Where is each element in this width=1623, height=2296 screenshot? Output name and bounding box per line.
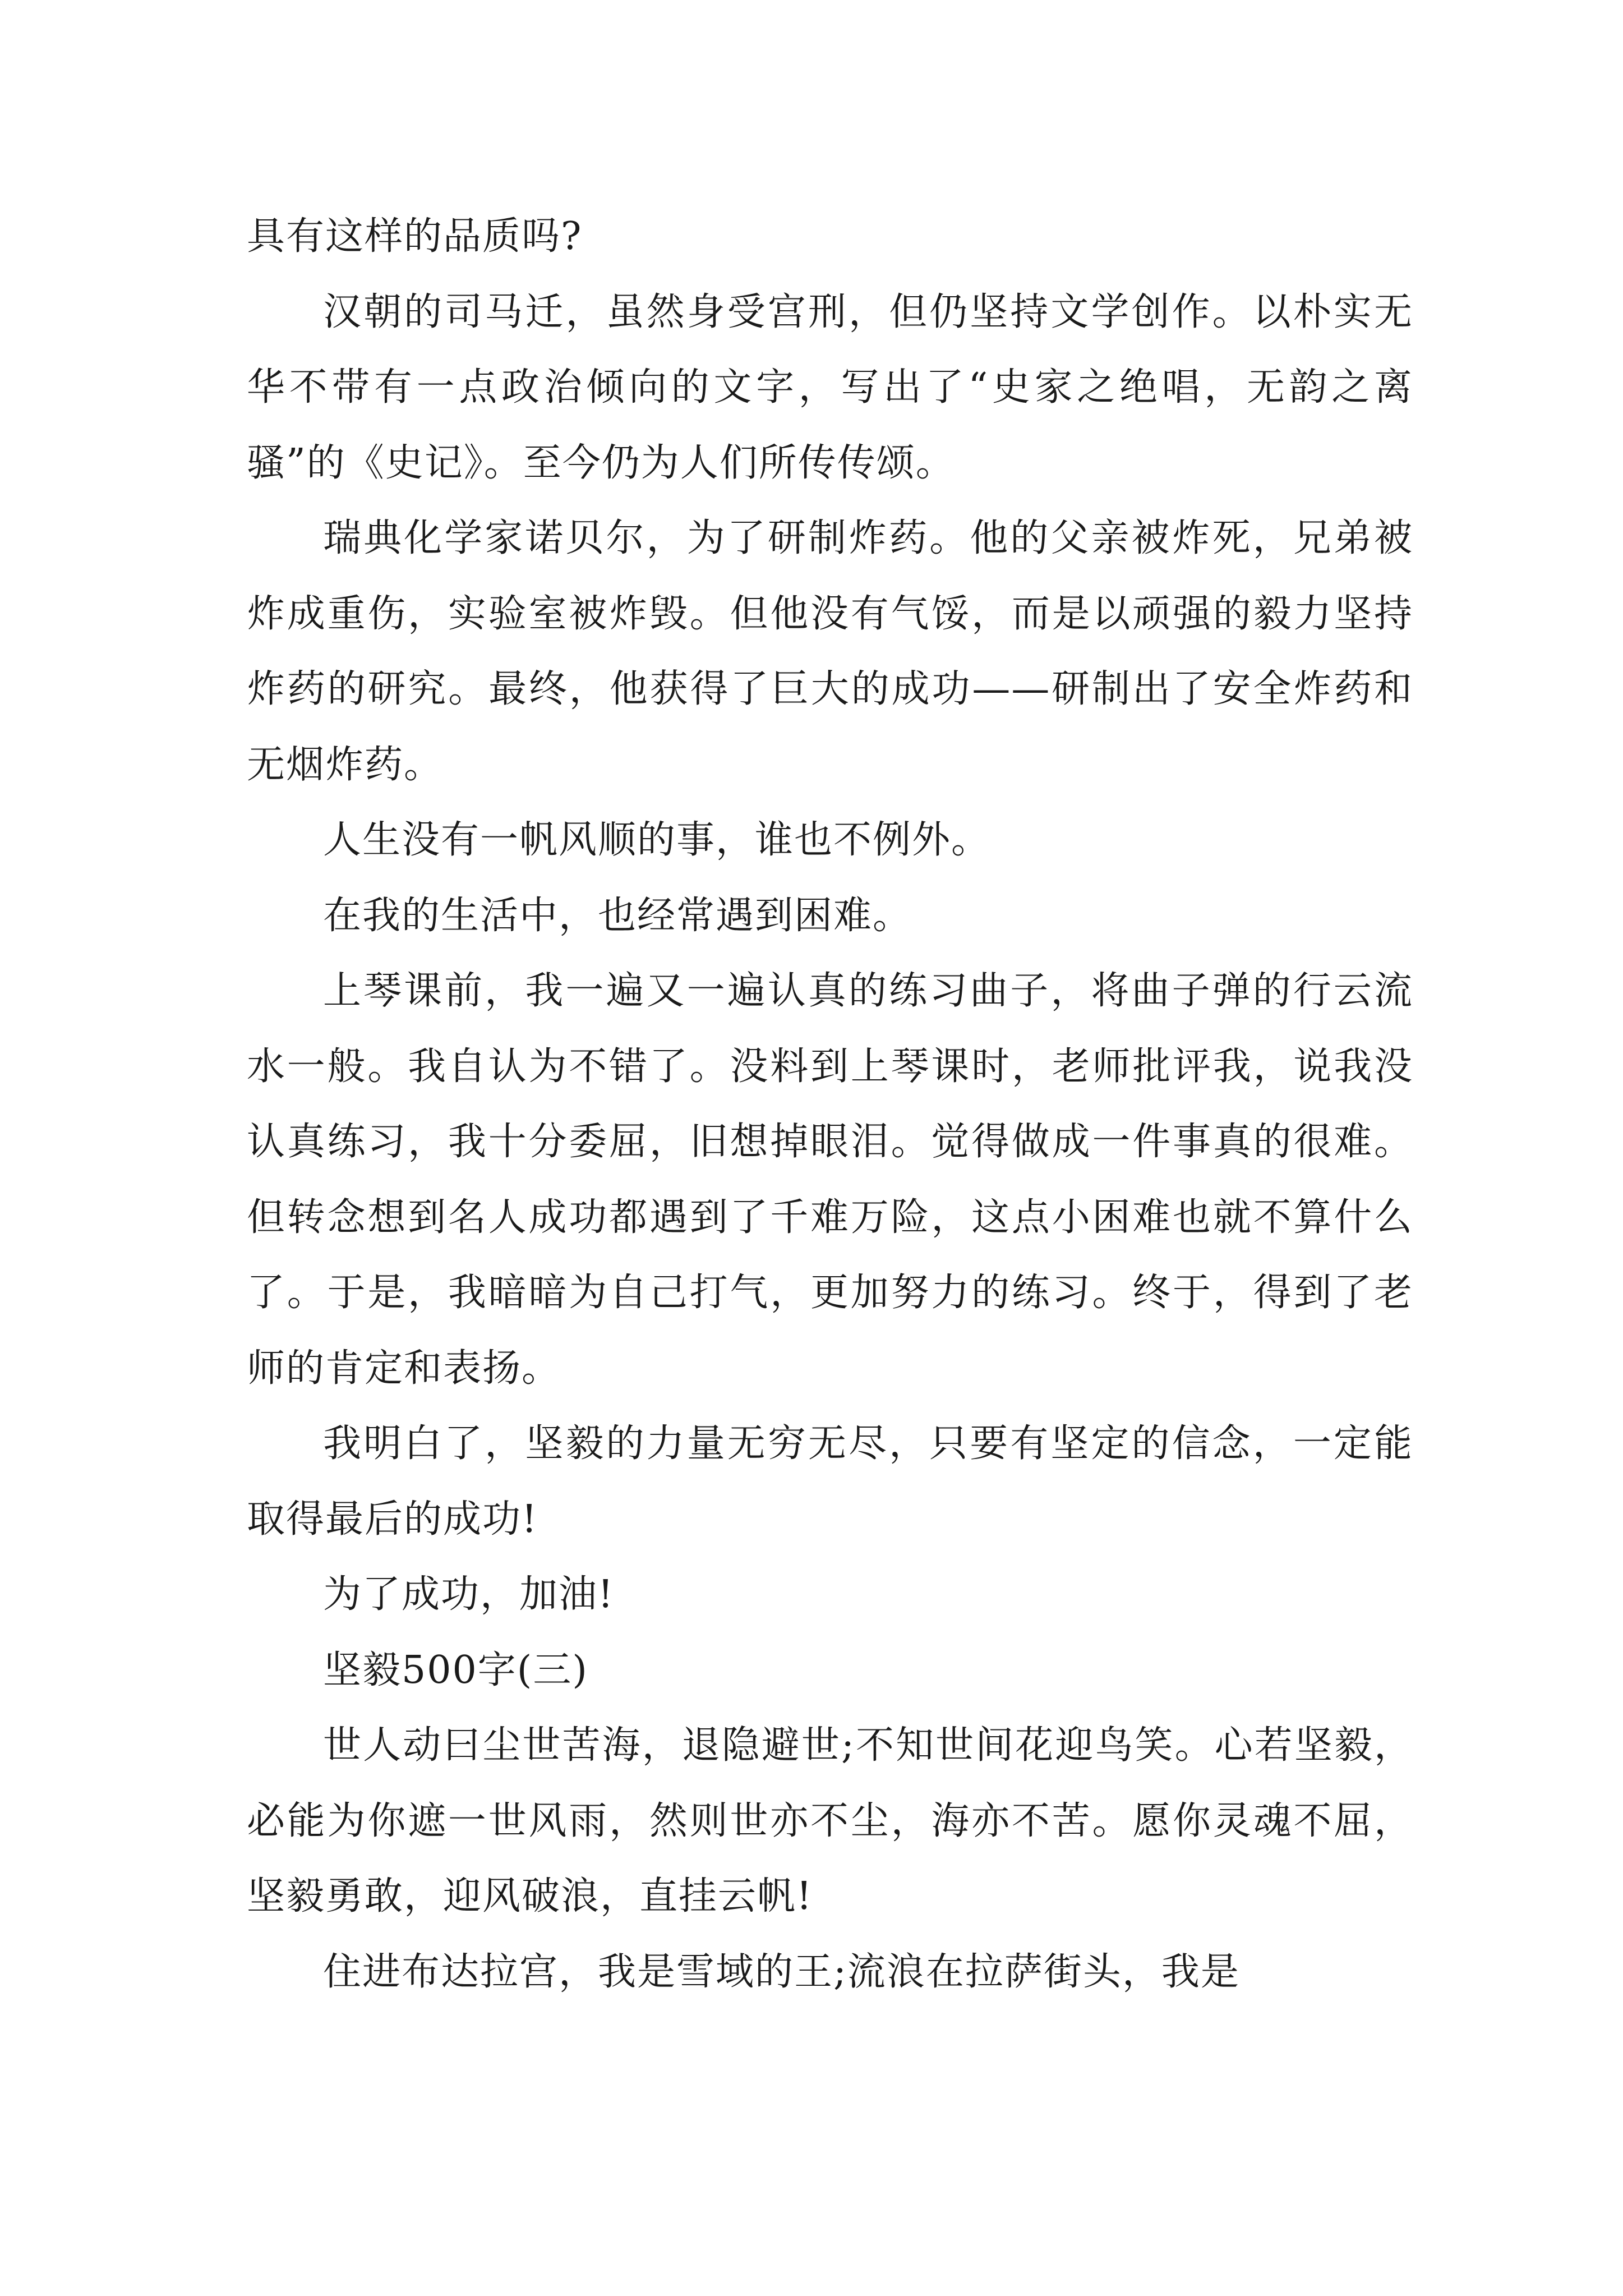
paragraph-world: 世人动曰尘世苦海，退隐避世;不知世间花迎鸟笑。心若坚毅，必能为你遮一世风雨，然则世亦不尘，海亦不苦。愿你灵魂不屈，坚毅勇敢，迎风破浪，直挂云帆! bbox=[247, 1723, 1413, 1918]
paragraph-cheer: 为了成功，加油! bbox=[323, 1572, 615, 1617]
paragraph-potala: 住进布达拉宫，我是雪域的王;流浪在拉萨街头，我是 bbox=[323, 1949, 1240, 1994]
paragraph-understanding: 我明白了，坚毅的力量无穷无尽，只要有坚定的信念，一定能取得最后的成功! bbox=[247, 1421, 1413, 1542]
paragraph-life: 人生没有一帆风顺的事，谁也不例外。 bbox=[323, 818, 991, 862]
paragraph-continuation: 具有这样的品质吗? bbox=[247, 214, 583, 259]
paragraph-nobel: 瑞典化学家诺贝尔，为了研制炸药。他的父亲被炸死，兄弟被炸成重伤，实验室被炸毁。但他没有气馁，而是以顽强的毅力坚持炸药的研究。最终，他获得了巨大的成功——研制出了安全炸药和无烟炸药。 bbox=[247, 516, 1413, 787]
paragraph-piano-lesson: 上琴课前，我一遍又一遍认真的练习曲子，将曲子弹的行云流水一般。我自认为不错了。没料到上琴课时，老师批评我，说我没认真练习，我十分委屈，旧想掉眼泪。觉得做成一件事真的很难。但转念想到名人成功都遇到了千难万险，这点小困难也就不算什么了。于是，我暗暗为自己打气，更加努力的练习。终于，得到了老师的肯定和表扬。 bbox=[247, 969, 1413, 1391]
section-heading: 坚毅500字(三) bbox=[323, 1648, 588, 1692]
paragraph-sima-qian: 汉朝的司马迁，虽然身受宫刑，但仍坚持文学创作。以朴实无华不带有一点政治倾向的文字，写出了“史家之绝唱，无韵之离骚”的《史记》。至今仍为人们所传传颂。 bbox=[247, 289, 1413, 485]
paragraph-my-life: 在我的生活中，也经常遇到困难。 bbox=[323, 893, 912, 938]
document-body bbox=[247, 199, 1413, 2010]
